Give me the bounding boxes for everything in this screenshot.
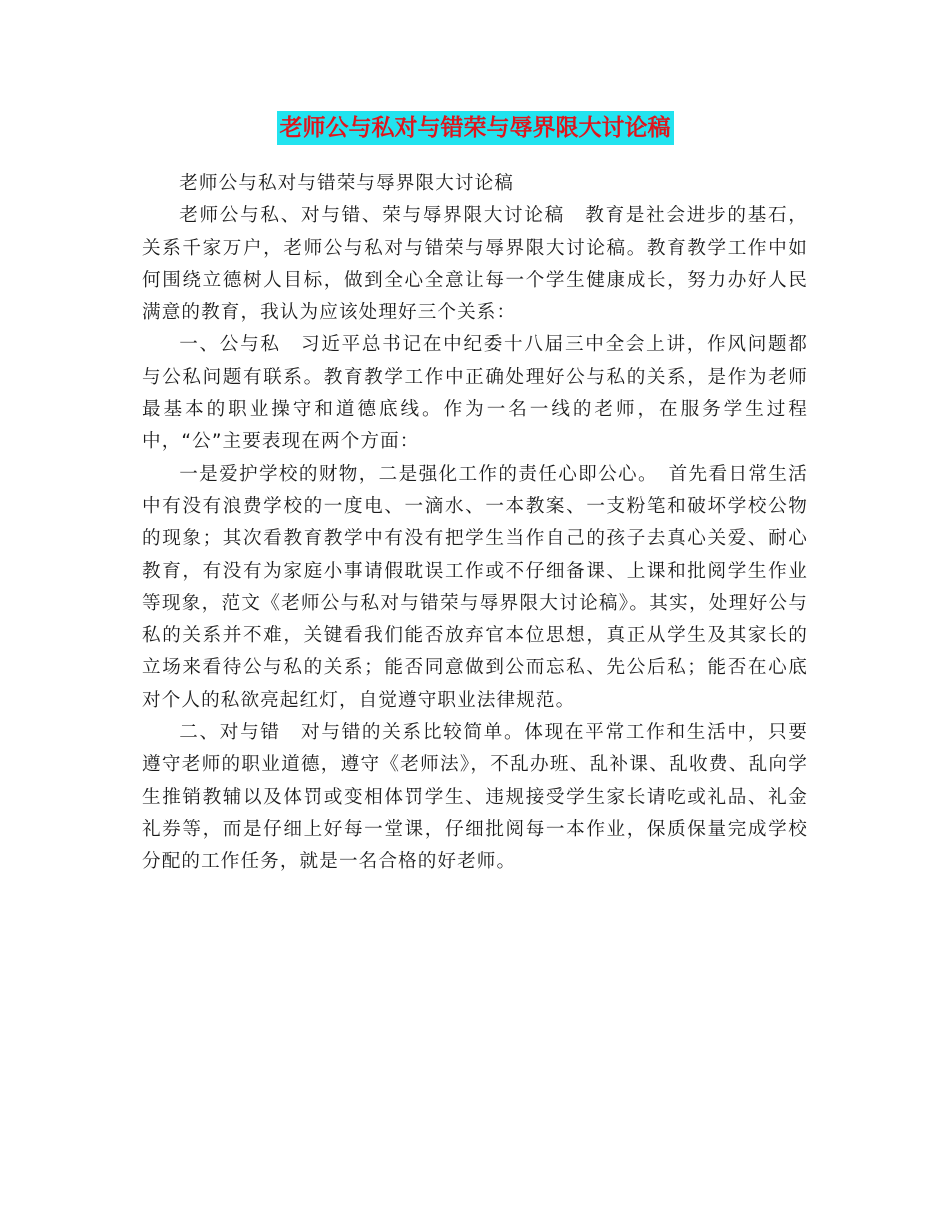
paragraph-public-private: 一、公与私 习近平总书记在中纪委十八届三中全会上讲，作风问题都与公私问题有联系。教育教学工作中正确处理好公与私的关系，是作为老师最基本的职业操守和道德底线。作为一名一线的老师，在服务学生过程中，“公”主要表现在两个方面：	[142, 334, 808, 453]
document-body	[142, 168, 808, 879]
paragraph-subtitle: 老师公与私对与错荣与辱界限大讨论稿	[179, 173, 514, 194]
document-title: 老师公与私对与错荣与辱界限大讨论稿	[277, 111, 674, 145]
paragraph-intro: 老师公与私、对与错、荣与辱界限大讨论稿 教育是社会进步的基石，关系千家万户，老师公与私对与错荣与辱界限大讨论稿。教育教学工作中如何围绕立德树人目标，做到全心全意让每一个学生健康成长，努力办好人民满意的教育，我认为应该处理好三个关系：	[142, 205, 808, 324]
paragraph-public-details: 一是爱护学校的财物，二是强化工作的责任心即公心。 首先看日常生活中有没有浪费学校的一度电、一滴水、一本教案、一支粉笔和破坏学校公物的现象；其次看教育教学中有没有把学生当作自己的孩子去真心关爱、耐心教育，有没有为家庭小事请假耽误工作或不仔细备课、上课和批阅学生作业等现象，范文《老师公与私对与错荣与辱界限大讨论稿》。其实，处理好公与私的关系并不难，关键看我们能否放弃官本位思想，真正从学生及其家长的立场来看待公与私的关系；能否同意做到公而忘私、先公后私；能否在心底对个人的私欲亮起红灯，自觉遵守职业法律规范。	[142, 463, 808, 711]
paragraph-right-wrong: 二、对与错 对与错的关系比较简单。体现在平常工作和生活中，只要遵守老师的职业道德，遵守《老师法》，不乱办班、乱补课、乱收费、乱向学生推销教辅以及体罚或变相体罚学生、违规接受学生家长请吃或礼品、礼金礼券等，而是仔细上好每一堂课，仔细批阅每一本作业，保质保量完成学校分配的工作任务，就是一名合格的好老师。	[142, 722, 808, 873]
title-container	[0, 111, 950, 145]
